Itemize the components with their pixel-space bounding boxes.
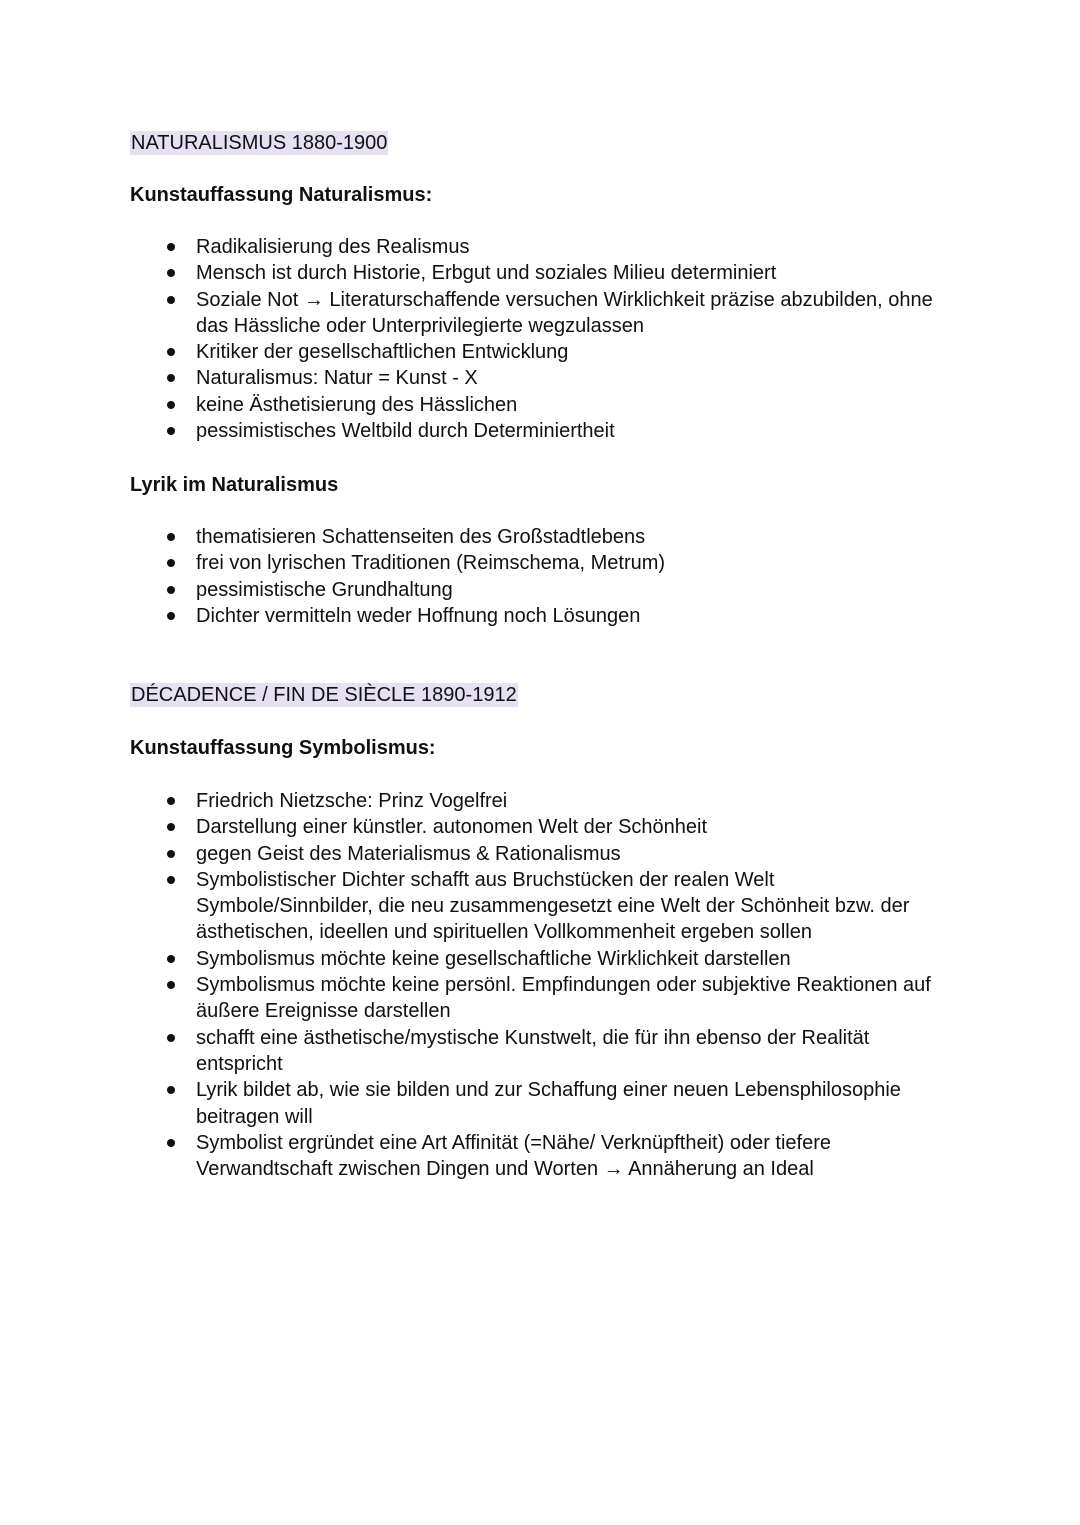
list-kunstauffassung-naturalismus xyxy=(130,234,950,444)
list-item: pessimistisches Weltbild durch Determiniertheit xyxy=(130,418,950,444)
list-item: Symbolist ergründet eine Art Affinität (=Nähe/ Verknüpftheit) oder tiefere Verwandtschaft zwischen Dingen und Worten → Annäherung an Ideal xyxy=(130,1130,950,1183)
list-kunstauffassung-symbolismus xyxy=(130,788,950,1182)
list-item: pessimistische Grundhaltung xyxy=(130,577,950,603)
subheading-kunstauffassung-symbolismus: Kunstauffassung Symbolismus: xyxy=(130,737,436,759)
section-heading-text: NATURALISMUS 1880-1900 xyxy=(131,132,388,154)
list-item: Dichter vermitteln weder Hoffnung noch Lösungen xyxy=(130,603,950,629)
list-item: Symbolismus möchte keine gesellschaftliche Wirklichkeit darstellen xyxy=(130,946,950,972)
section-heading-decadence xyxy=(130,682,518,708)
list-item: Naturalismus: Natur = Kunst - X xyxy=(130,365,950,391)
subheading-lyrik-naturalismus: Lyrik im Naturalismus xyxy=(130,474,339,496)
list-item: Friedrich Nietzsche: Prinz Vogelfrei xyxy=(130,788,950,814)
subheading-kunstauffassung-naturalismus: Kunstauffassung Naturalismus: xyxy=(130,184,433,206)
list-item: schafft eine ästhetische/mystische Kunstwelt, die für ihn ebenso der Realität entspricht xyxy=(130,1025,950,1078)
list-item: gegen Geist des Materialismus & Rationalismus xyxy=(130,841,950,867)
list-item: Lyrik bildet ab, wie sie bilden und zur Schaffung einer neuen Lebensphilosophie beitragen will xyxy=(130,1077,950,1130)
list-item: Symbolismus möchte keine persönl. Empfindungen oder subjektive Reaktionen auf äußere Ereignisse darstellen xyxy=(130,972,950,1025)
list-item: thematisieren Schattenseiten des Großstadtlebens xyxy=(130,524,950,550)
list-item: Darstellung einer künstler. autonomen Welt der Schönheit xyxy=(130,814,950,840)
list-item: Symbolistischer Dichter schafft aus Bruchstücken der realen Welt Symbole/Sinnbilder, die neu zusammengesetzt eine Welt der Schönheit bzw. der ästhetischen, ideellen und spirituellen Vollkommenheit ergeben sollen xyxy=(130,867,950,946)
list-item: frei von lyrischen Traditionen (Reimschema, Metrum) xyxy=(130,550,950,576)
list-item: Kritiker der gesellschaftlichen Entwicklung xyxy=(130,339,950,365)
list-item: Radikalisierung des Realismus xyxy=(130,234,950,260)
section-heading-text: DÉCADENCE / FIN DE SIÈCLE 1890-1912 xyxy=(131,684,517,706)
section-heading-naturalismus xyxy=(130,130,388,156)
list-item: keine Ästhetisierung des Hässlichen xyxy=(130,392,950,418)
list-lyrik-naturalismus xyxy=(130,524,950,629)
list-item: Soziale Not → Literaturschaffende versuchen Wirklichkeit präzise abzubilden, ohne das Hässliche oder Unterprivilegierte wegzulassen xyxy=(130,287,950,340)
list-item: Mensch ist durch Historie, Erbgut und soziales Milieu determiniert xyxy=(130,260,950,286)
